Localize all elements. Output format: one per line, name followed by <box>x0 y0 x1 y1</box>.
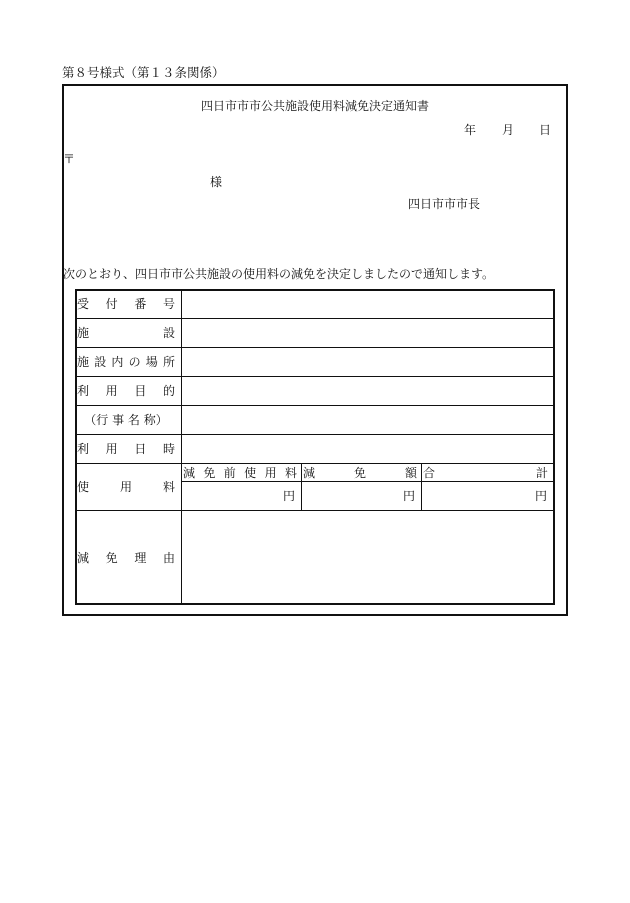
fee-header-divider <box>181 481 554 482</box>
notice-text: 次のとおり、四日市市公共施設の使用料の減免を決定しましたので通知します。 <box>63 267 495 281</box>
yen-before-reduction: 円 <box>282 489 295 503</box>
label-purpose: 利 用 目 的 <box>77 384 175 398</box>
date-day: 日 <box>539 123 552 137</box>
label-facility: 施 設 <box>77 326 175 340</box>
form-number-label: 第８号様式（第１３条関係） <box>62 65 225 80</box>
row-divider <box>76 318 554 319</box>
yen-reduction-amount: 円 <box>402 489 415 503</box>
postal-mark: 〒 <box>63 152 76 166</box>
fee-column-divider <box>301 463 302 510</box>
header-fee-before-reduction: 減 免 前 使 用 料 <box>183 466 297 480</box>
label-reception-number: 受 付 番 号 <box>77 297 175 311</box>
row-divider <box>76 463 554 464</box>
label-place-in-facility: 施 設 内 の 場 所 <box>77 355 175 369</box>
recipient-honorific: 様 <box>210 175 223 189</box>
header-reduction-amount: 減 免 額 <box>303 466 417 480</box>
yen-total: 円 <box>534 489 547 503</box>
row-divider <box>76 347 554 348</box>
label-usage-fee: 使 用 料 <box>77 480 175 494</box>
label-column-divider <box>181 290 182 604</box>
row-divider <box>76 434 554 435</box>
label-datetime: 利 用 日 時 <box>77 442 175 456</box>
fee-column-divider <box>421 463 422 510</box>
row-divider <box>76 510 554 511</box>
row-divider <box>76 376 554 377</box>
row-divider <box>76 405 554 406</box>
document-title: 四日市市市公共施設使用料減免決定通知書 <box>200 99 429 113</box>
date-year: 年 <box>464 123 477 137</box>
label-event-name: （行 事 名 称） <box>84 413 168 427</box>
date-month: 月 <box>502 123 515 137</box>
header-total: 合 計 <box>423 466 548 480</box>
issuer-name: 四日市市市長 <box>408 197 481 211</box>
label-reduction-reason: 減 免 理 由 <box>77 551 175 565</box>
